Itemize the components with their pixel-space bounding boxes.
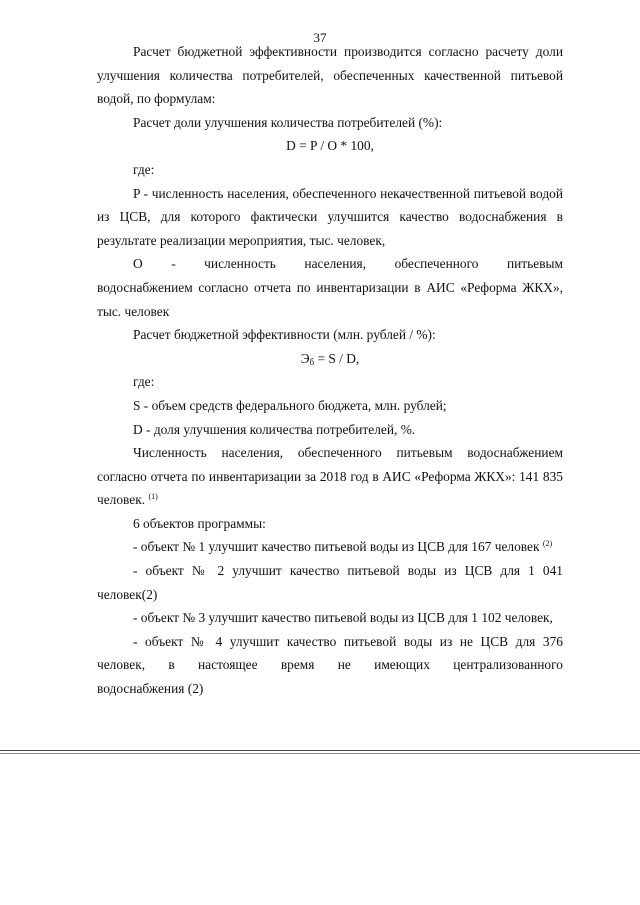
footnote-ref-1: (1) xyxy=(148,492,158,502)
population-paragraph xyxy=(97,441,563,512)
population-text: Численность населения, обеспеченного питьевым водоснабжением согласно отчета по инвентаризации за 2018 год в АИС «Реформа ЖКХ»: 141 835 человек. xyxy=(97,445,563,508)
definition-o-line2: водоснабжением согласно отчета по инвентаризации в АИС «Реформа ЖКХ», тыс. человек xyxy=(97,279,563,319)
object-item-4-line3: водоснабжения (2) xyxy=(97,681,204,697)
intro-paragraph: Расчет бюджетной эффективности производится согласно расчету доли улучшения количества потребителей, обеспеченных качественной питьевой водой, по формулам: xyxy=(97,44,563,107)
where-label-1: где: xyxy=(133,161,155,177)
definition-p: P - численность населения, обеспеченного некачественной питьевой водой из ЦСВ, для которого фактически улучшится качество водоснабжения в результате реализации мероприятия, тыс. человек, xyxy=(97,185,563,248)
formula-e-symbol: Э xyxy=(300,350,310,366)
object-1-text: - объект № 1 улучшит качество питьевой воды из ЦСВ для 167 человек xyxy=(133,539,540,555)
object-item-1 xyxy=(97,535,563,559)
formula-e xyxy=(97,347,563,371)
formula-d: D = P / O * 100, xyxy=(286,138,374,154)
object-item-4-line2: человек, в настоящее время не имеющих централизованного xyxy=(97,657,563,673)
definition-d: D - доля улучшения количества потребителей, %. xyxy=(133,421,416,437)
bottom-rule xyxy=(0,750,640,751)
page-number: 37 xyxy=(313,30,327,45)
document-body xyxy=(97,40,563,701)
formula-e-subscript: б xyxy=(309,356,315,367)
formula-e-rest: = S / D, xyxy=(314,350,360,366)
object-item-2: - объект № 2 улучшит качество питьевой воды из ЦСВ для 1 041 человек(2) xyxy=(97,563,563,602)
bottom-rule-shadow xyxy=(0,753,640,754)
object-item-4-line1: - объект № 4 улучшит качество питьевой воды из не ЦСВ для 376 xyxy=(133,633,563,649)
budget-formula-title: Расчет бюджетной эффективности (млн. рублей / %): xyxy=(133,327,436,343)
share-formula-title: Расчет доли улучшения количества потребителей (%): xyxy=(133,114,443,130)
definition-s: S - объем средств федерального бюджета, млн. рублей; xyxy=(133,397,447,413)
footnote-ref-2: (2) xyxy=(542,539,553,549)
program-objects-heading: 6 объектов программы: xyxy=(133,515,266,531)
where-label-2: где: xyxy=(133,374,155,390)
definition-o-line1: O - численность населения, обеспеченного питьевым xyxy=(133,256,563,272)
object-item-3: - объект № 3 улучшит качество питьевой воды из ЦСВ для 1 102 человек, xyxy=(133,610,553,626)
